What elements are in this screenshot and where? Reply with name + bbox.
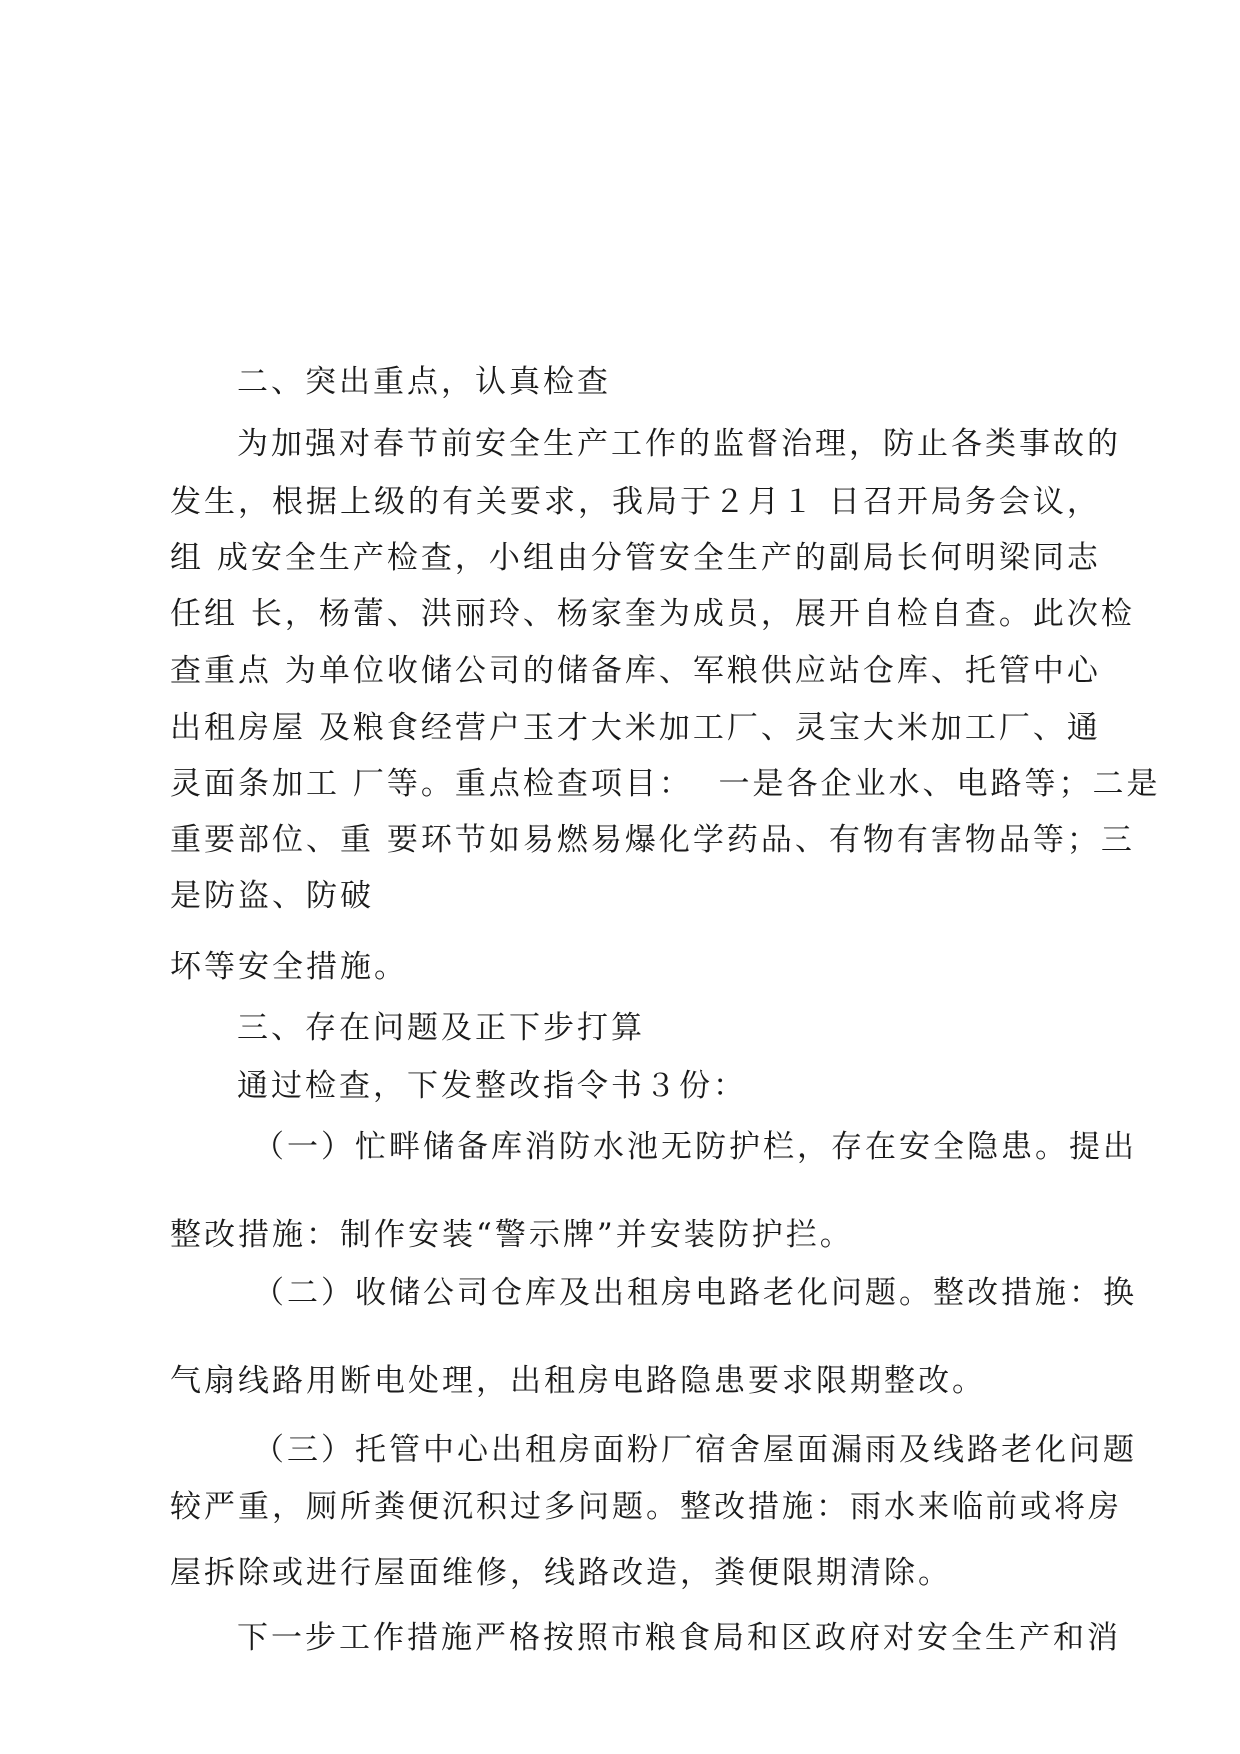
paragraph-line: 坏等安全措施。 [170,949,408,985]
paragraph-line: 灵面条加工 厂等。重点检查项目： 一是各企业水、电路等；二是 [170,766,1161,802]
paragraph-line: 是防盗、防破 [170,878,374,914]
paragraph-line: 重要部位、重 要环节如易燃易爆化学药品、有物有害物品等；三 [170,822,1135,858]
paragraph-line: 整改措施：制作安装“警示牌”并安装防护拦。 [170,1217,854,1253]
paragraph-line: 组 成安全生产检查，小组由分管安全生产的副局长何明梁同志 [170,540,1101,576]
section-heading-2: 二、突出重点，认真检查 [237,364,611,400]
paragraph-line: 为加强对春节前安全生产工作的监督治理，防止各类事故的 [237,426,1121,462]
paragraph-line: 出租房屋 及粮食经营户玉才大米加工厂、灵宝大米加工厂、通 [170,710,1101,746]
paragraph-line: 气扇线路用断电处理，出租房电路隐患要求限期整改。 [170,1363,986,1399]
section-heading-3: 三、存在问题及正下步打算 [237,1010,645,1046]
list-item-1: （一）忙畔储备库消防水池无防护栏，存在安全隐患。提出 [253,1129,1137,1165]
paragraph-line: 屋拆除或进行屋面维修，线路改造，粪便限期清除。 [170,1555,952,1591]
paragraph-line: 较严重，厕所粪便沉积过多问题。整改措施：雨水来临前或将房 [170,1489,1122,1525]
paragraph-line: 下一步工作措施严格按照市粮食局和区政府对安全生产和消 [237,1620,1121,1656]
list-item-3: （三）托管中心出租房面粉厂宿舍屋面漏雨及线路老化问题 [253,1432,1137,1468]
paragraph-line: 通过检查，下发整改指令书３份： [237,1068,747,1104]
paragraph-line: 任组 长，杨蕾、洪丽玲、杨家奎为成员，展开自检自查。此次检 [170,596,1135,632]
paragraph-line: 查重点 为单位收储公司的储备库、军粮供应站仓库、托管中心 [170,653,1101,689]
list-item-2: （二）收储公司仓库及出租房电路老化问题。整改措施：换 [253,1275,1137,1311]
paragraph-line: 发生，根据上级的有关要求，我局于２月１ 日召开局务会议， [170,484,1101,520]
